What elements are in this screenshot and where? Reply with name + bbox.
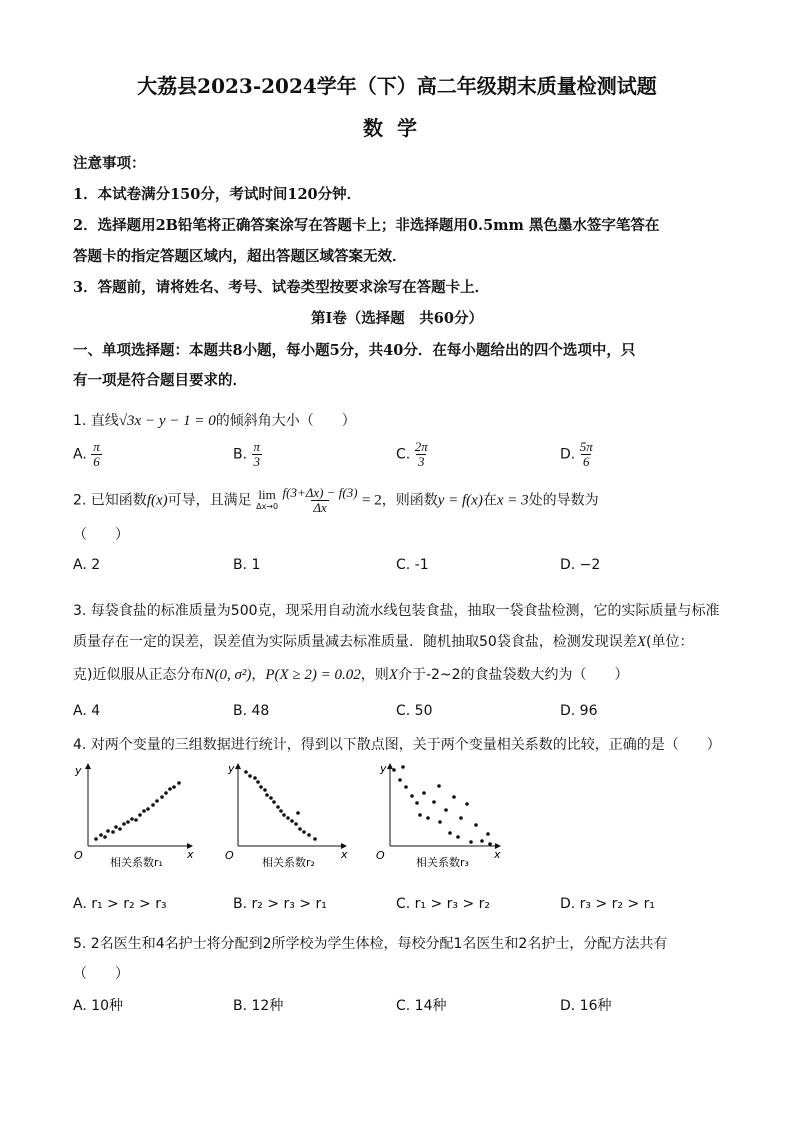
question-4: 4. 对两个变量的三组数据进行统计，得到以下散点图，关于两个变量相关系数的比较，正确的是（ ）	[73, 737, 721, 753]
q2-answer-paren: （ ）	[73, 527, 129, 543]
q5-answer-paren: （ ）	[73, 966, 129, 982]
q3-option-a[interactable]: A. 4	[73, 703, 101, 719]
q2-option-c[interactable]: C. -1	[396, 557, 429, 573]
scatter-plot-r1	[74, 764, 194, 869]
note-item: 2．选择题用2B铅笔将正确答案涂写在答题卡上；非选择题用0.5mm 黑色墨水签字笔答在	[73, 217, 660, 234]
plot2-y-label: y	[228, 762, 235, 775]
question-3-line2: 质量存在一定的误差，误差值为实际质量减去标准质量．随机抽取50袋食盐，检测发现误差X(单位：	[73, 634, 694, 650]
q1-number: 1. 直线	[73, 413, 119, 429]
scatter-plots	[70, 758, 730, 873]
q5-option-c[interactable]: C. 14种	[396, 998, 447, 1014]
question-3-line3: 克)近似服从正态分布N(0, σ²)，P(X ≥ 2) = 0.02，则X介于-2~2的食盐袋数大约为（ ）	[73, 667, 629, 683]
plot3-y-label: y	[380, 762, 387, 775]
q1-equation: √3x − y − 1 = 0	[118, 413, 216, 429]
plot2-x-label: x	[341, 848, 348, 861]
section-instruction-cont: 有一项是符合题目要求的．	[73, 372, 247, 389]
q2-limit: lim Δx→0	[256, 486, 279, 511]
q1-option-a[interactable]: A. $\frac{\pi}{6}$	[73, 439, 100, 469]
q2-difference-quotient: $\frac{f(3+\Delta x) - f(3)}{\Delta x}$	[282, 485, 358, 515]
q5-option-a[interactable]: A. 10种	[73, 998, 124, 1014]
note-item: 答题卡的指定答题区域内，超出答题区域答案无效．	[73, 248, 407, 265]
plot3-caption: 相关系数r₃	[416, 856, 469, 869]
plot2-origin: O	[225, 849, 234, 862]
subject-title: 数学	[363, 116, 431, 140]
question-5: 5. 2名医生和4名护士将分配到2所学校为学生体检，每校分配1名医生和2名护士，分配方法共有	[73, 936, 668, 952]
q3-option-c[interactable]: C. 50	[396, 703, 433, 719]
note-item: 3．答题前，请将姓名、考号、试卷类型按要求涂写在答题卡上．	[73, 279, 490, 296]
q2-option-a[interactable]: A. 2	[73, 557, 101, 573]
q4-option-c[interactable]: C. r₁ > r₃ > r₂	[396, 896, 491, 912]
q4-option-d[interactable]: D. r₃ > r₂ > r₁	[560, 896, 656, 912]
q1-option-c[interactable]: C. $\frac{2\pi}{3}$	[396, 439, 428, 469]
q5-option-d[interactable]: D. 16种	[560, 998, 612, 1014]
part1-heading: 第I卷（选择题 共60分）	[311, 310, 483, 327]
plot3-x-label: x	[494, 848, 501, 861]
q2-option-b[interactable]: B. 1	[233, 557, 261, 573]
q3-option-b[interactable]: B. 48	[233, 703, 270, 719]
note-item: 1．本试卷满分150分，考试时间120分钟．	[73, 186, 362, 203]
plot3-origin: O	[376, 849, 385, 862]
q4-option-a[interactable]: A. r₁ > r₂ > r₃	[73, 896, 167, 912]
plot1-caption: 相关系数r₁	[110, 856, 163, 869]
q2-option-d[interactable]: D. −2	[560, 557, 601, 573]
q5-option-b[interactable]: B. 12种	[233, 998, 284, 1014]
plot2-caption: 相关系数r₂	[262, 856, 315, 869]
notes-heading: 注意事项：	[73, 155, 146, 172]
q4-option-b[interactable]: B. r₂ > r₃ > r₁	[233, 896, 327, 912]
plot1-origin: O	[74, 849, 83, 862]
question-2: 2. 已知函数f(x)可导，且满足 lim Δx→0 $\frac{f(3+\Delta x) - f(3)}{\Delta x}$ = 2，则函数y = f(x)在x = 3处的导数为	[73, 485, 599, 515]
question-3-line1: 3. 每袋食盐的标准质量为500克，现采用自动流水线包装食盐，抽取一袋食盐检测，它的实际质量与标准	[73, 603, 720, 619]
question-1	[73, 410, 356, 430]
q1-option-b[interactable]: B. $\frac{\pi}{3}$	[233, 439, 261, 469]
q1-option-d[interactable]: D. $\frac{5\pi}{6}$	[560, 439, 593, 469]
q1-tail: 的倾斜角大小（ ）	[215, 413, 356, 429]
plot1-y-label: y	[75, 764, 82, 777]
plot1-x-label: x	[187, 848, 194, 861]
scatter-plot-r2	[225, 762, 348, 869]
scatter-plot-r3	[376, 762, 501, 869]
exam-title: 大荔县2023-2024学年（下）高二年级期末质量检测试题	[137, 74, 657, 98]
section-instruction: 一、单项选择题：本题共8小题，每小题5分，共40分．在每小题给出的四个选项中，只	[73, 342, 636, 359]
q3-option-d[interactable]: D. 96	[560, 703, 598, 719]
